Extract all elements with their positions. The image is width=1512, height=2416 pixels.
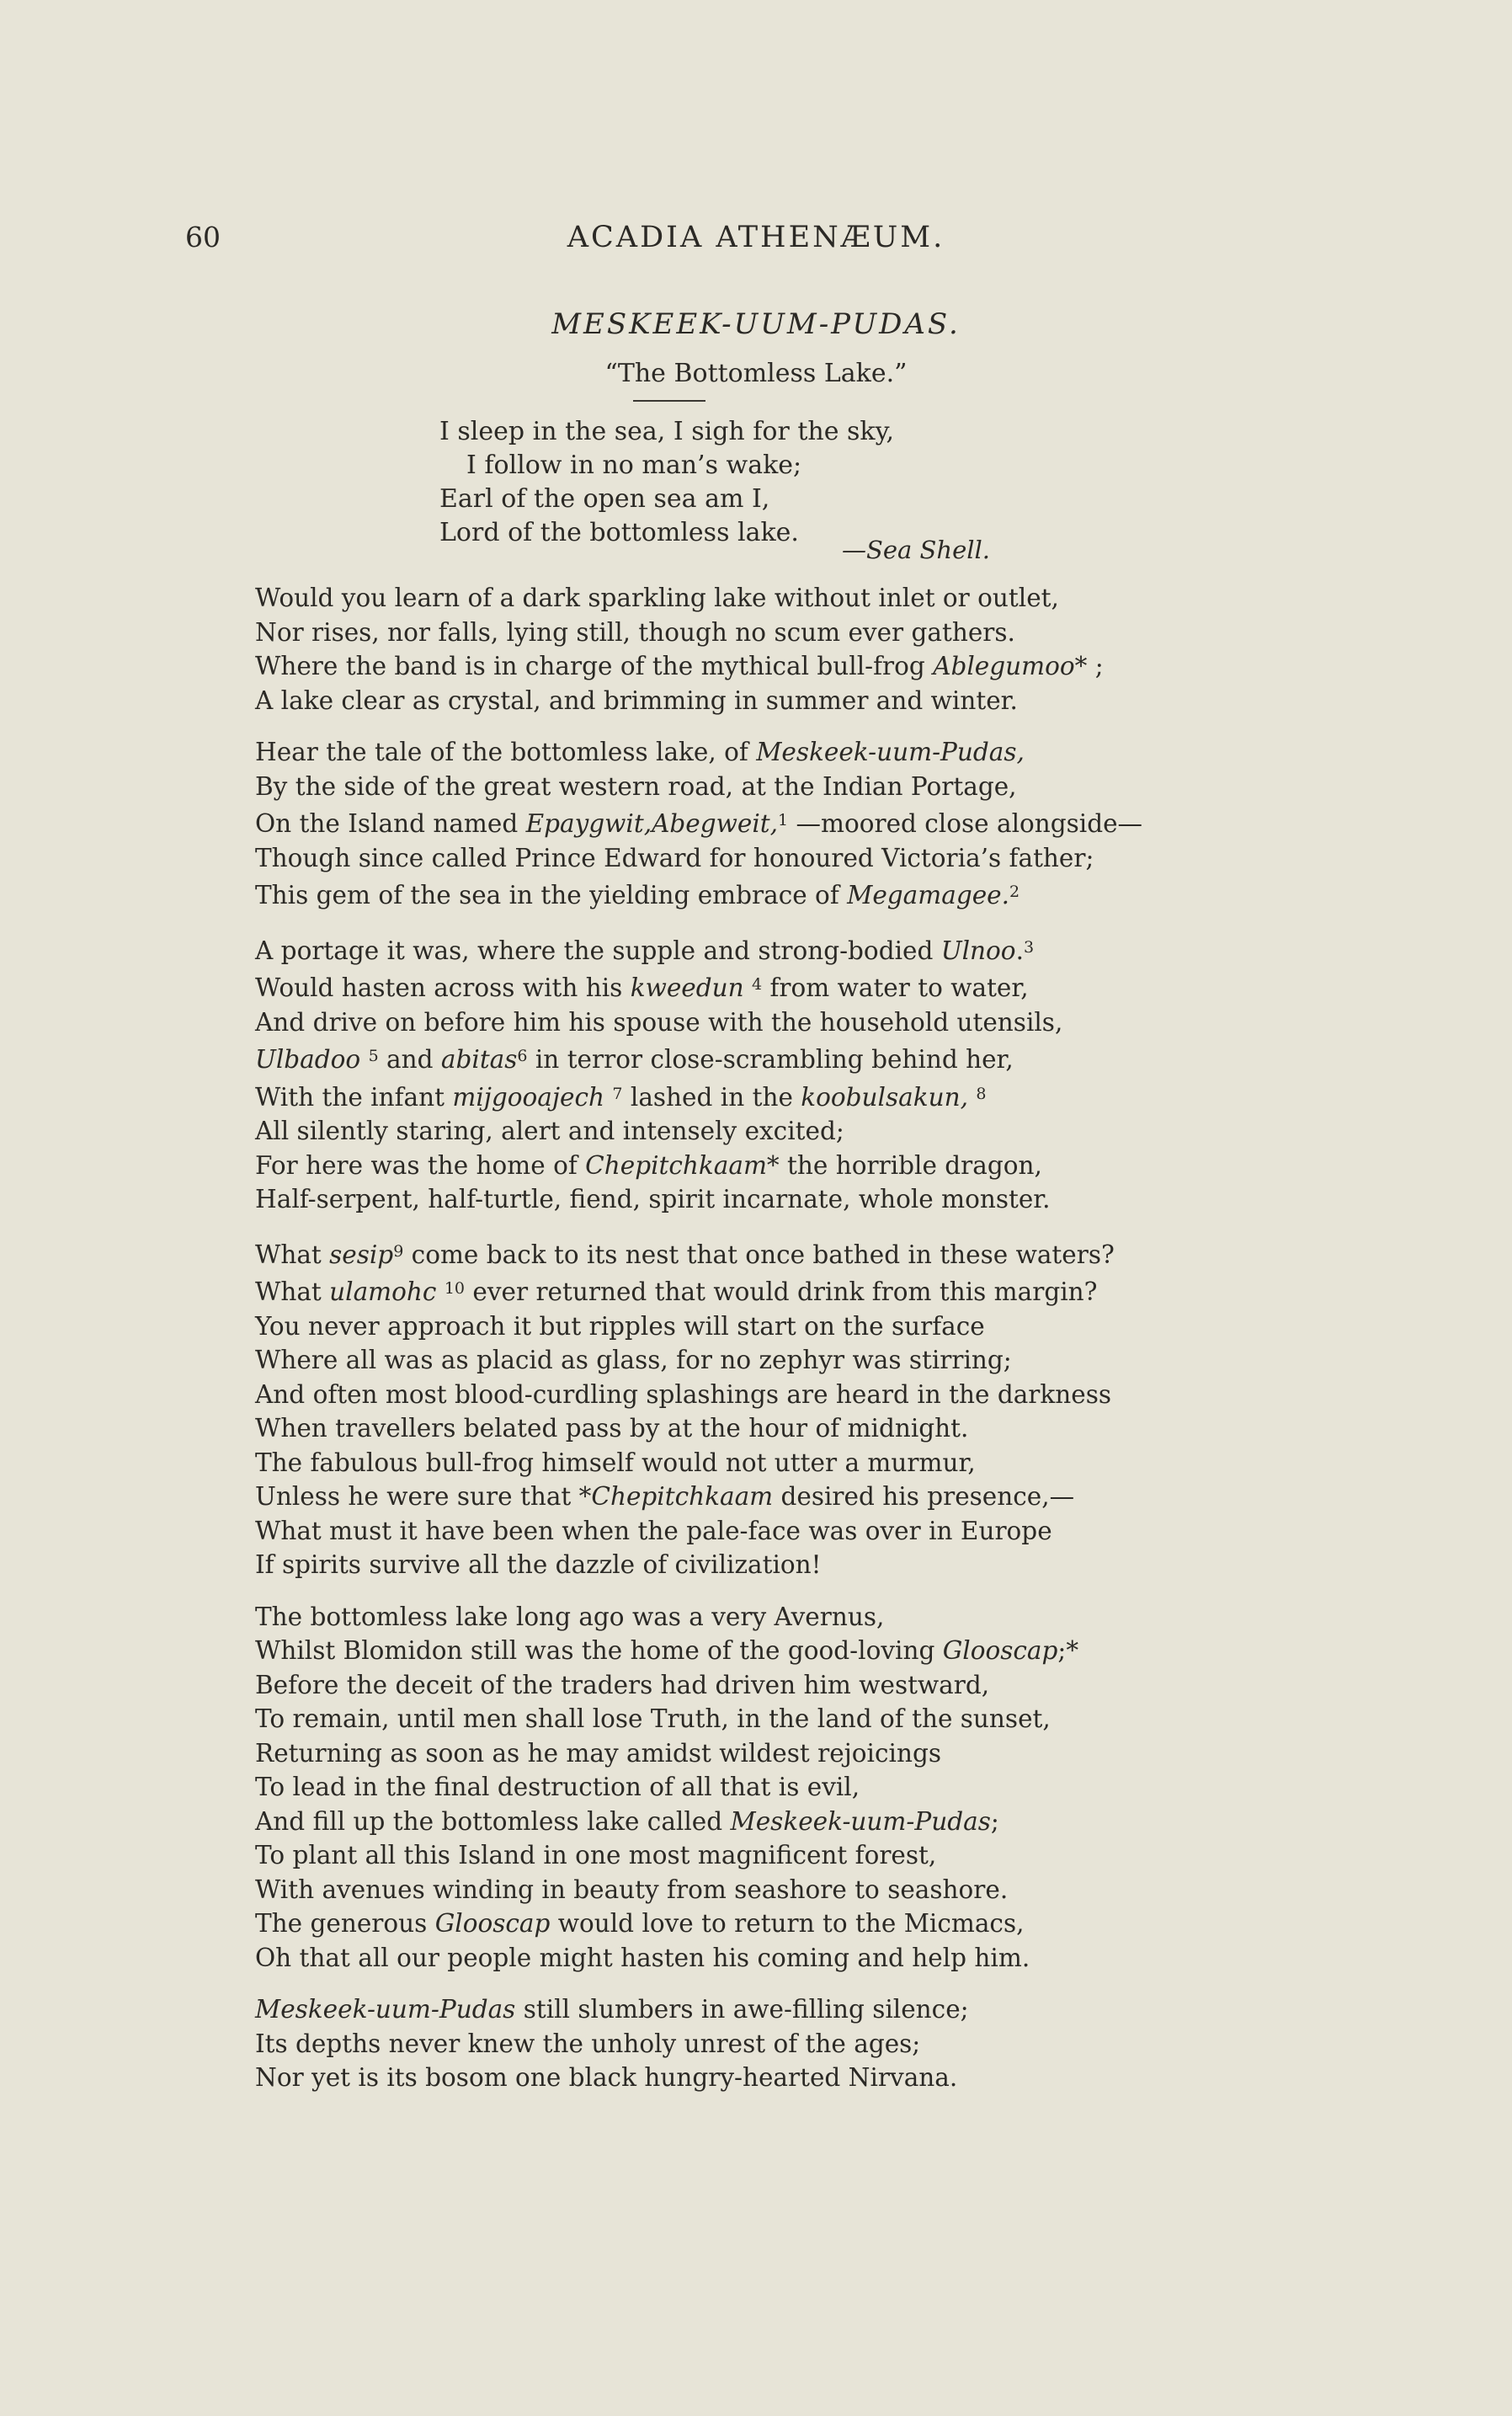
poem-line: Whilst Blomidon still was the home of the good-loving Glooscap;* [255, 1636, 1079, 1665]
epigraph-attribution: —Sea Shell. [842, 536, 991, 564]
poem-line: Half-serpent, half-turtle, fiend, spirit incarnate, whole monster. [255, 1185, 1051, 1213]
poem-line: What sesip$^9$ come back to its nest that once bathed in these waters? [255, 1240, 1115, 1269]
epigraph-line: Earl of the open sea am I, [439, 484, 770, 514]
poem-line: With avenues winding in beauty from seashore to seashore. [255, 1875, 1009, 1904]
poem-line: Nor rises, nor falls, lying still, though no scum ever gathers. [255, 617, 1015, 647]
poem-line: Returning as soon as he may amidst wildest rejoicings [255, 1738, 941, 1768]
poem-line: Meskeek-uum-Pudas still slumbers in awe-filling silence; [255, 1995, 969, 2024]
poem-line: A lake clear as crystal, and brimming in summer and winter. [255, 685, 1018, 715]
poem-line: For here was the home of Chepitchkaam* the horrible dragon, [255, 1150, 1042, 1180]
poem-line: You never approach it but ripples will start on the surface [255, 1311, 985, 1341]
epigraph-line: Lord of the bottomless lake. [439, 518, 799, 547]
poem-title: MESKEEK-UUM-PUDAS. [551, 307, 961, 341]
epigraph [439, 415, 1113, 550]
poem-line: To plant all this Island in one most magnificent forest, [255, 1841, 937, 1869]
poem-line: Oh that all our people might hasten his coming and help him. [255, 1943, 1030, 1972]
poem-line: The fabulous bull-frog himself would not utter a murmur, [255, 1448, 976, 1477]
running-head: ACADIA ATHENÆUM. [567, 221, 945, 254]
epigraph-line: I follow in no man’s wake; [466, 451, 802, 480]
stanza [255, 931, 1223, 1217]
poem-line: Would hasten across with his kweedun $^4$ from water to water, [255, 973, 1029, 1002]
poem-line: Would you learn of a dark sparkling lake without inlet or outlet, [255, 584, 1059, 612]
stanza [255, 735, 1223, 913]
poem-body [255, 581, 1223, 2113]
poem-line: Unless he were sure that *Chepitchkaam desired his presence,— [255, 1482, 1075, 1511]
poem-line: A portage it was, where the supple and strong-bodied Ulnoo.$^3$ [255, 936, 1035, 965]
poem-line: Though since called Prince Edward for honoured Victoria’s father; [255, 843, 1094, 872]
poem-subtitle: “The Bottomless Lake.” [604, 359, 908, 388]
poem-line: Hear the tale of the bottomless lake, of Meskeek-uum-Pudas, [255, 738, 1025, 766]
poem-line: With the infant mijgooajech $^7$ lashed in the koobulsakun, $^8$ [255, 1082, 987, 1112]
poem-line: Its depths never knew the unholy unrest of the ages; [255, 2029, 921, 2058]
poem-line: This gem of the sea in the yielding embrace of Megamagee.$^2$ [255, 881, 1020, 909]
poem-line: By the side of the great western road, at the Indian Portage, [255, 771, 1017, 801]
poem-line: When travellers belated pass by at the hour of midnight. [255, 1414, 969, 1443]
poem-line: Where the band is in charge of the mythical bull-frog Ablegumoo* ; [255, 652, 1104, 680]
poem-line: To remain, until men shall lose Truth, in the land of the sunset, [255, 1704, 1051, 1733]
epigraph-line: I sleep in the sea, I sigh for the sky, [439, 417, 895, 446]
poem-line: What ulamohc $^{10}$ ever returned that would drink from this margin? [255, 1277, 1098, 1306]
poem-line: To lead in the final destruction of all that is evil, [255, 1773, 860, 1801]
poem-line: And often most blood-curdling splashings are heard in the darkness [255, 1379, 1112, 1409]
poem-line: All silently staring, alert and intensely excited; [255, 1117, 844, 1145]
poem-line: The generous Glooscap would love to return to the Micmacs, [255, 1909, 1025, 1938]
title-rule [633, 400, 705, 402]
poem-line: If spirits survive all the dazzle of civilization! [255, 1550, 822, 1579]
poem-line: Where all was as placid as glass, for no zephyr was stirring; [255, 1346, 1012, 1374]
poem-line: On the Island named Epaygwit,Abegweit,$^1$ —moored close alongside— [255, 809, 1143, 838]
poem-line: And drive on before him his spouse with the household utensils, [255, 1007, 1063, 1037]
poem-line: What must it have been when the pale-face was over in Europe [255, 1516, 1052, 1545]
poem-line: Before the deceit of the traders had driven him westward, [255, 1670, 990, 1699]
poem-line: The bottomless lake long ago was a very Avernus, [255, 1602, 885, 1631]
poem-line: And fill up the bottomless lake called Meskeek-uum-Pudas; [255, 1806, 999, 1836]
stanza [255, 1235, 1223, 1582]
poem-line: Nor yet is its bosom one black hungry-hearted Nirvana. [255, 2063, 958, 2092]
stanza [255, 1992, 1223, 2095]
page-number: 60 [185, 221, 221, 253]
stanza [255, 581, 1223, 717]
stanza [255, 1600, 1223, 1976]
poem-line: Ulbadoo $^5$ and abitas$^6$ in terror close-scrambling behind her, [255, 1045, 1014, 1074]
